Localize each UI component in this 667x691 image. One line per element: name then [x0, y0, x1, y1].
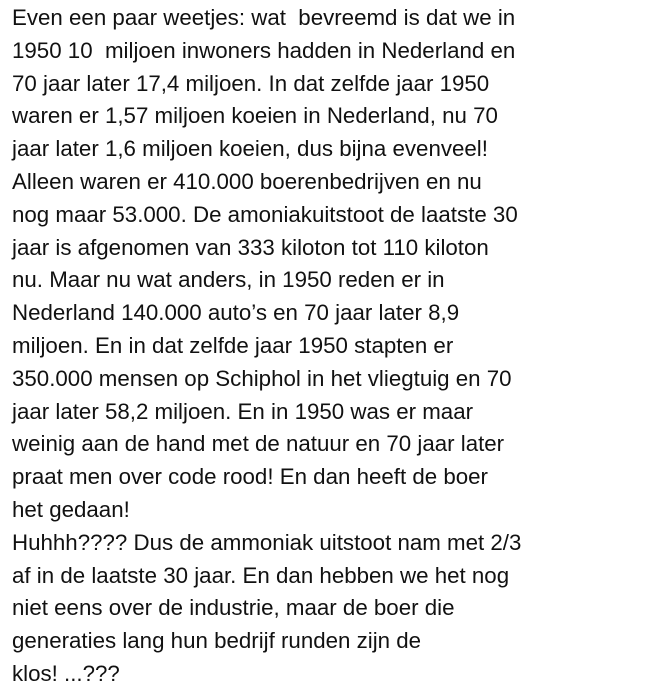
post-line: miljoen. En in dat zelfde jaar 1950 stapten er — [12, 332, 454, 358]
post-line: Even een paar weetjes: wat bevreemd is dat we in — [12, 5, 516, 30]
post-line: jaar later 1,6 miljoen koeien, dus bijna evenveel! — [12, 136, 488, 162]
post-line: weinig aan de hand met de natuur en 70 jaar later — [12, 431, 505, 457]
post-line: praat men over code rood! En dan heeft de boer — [12, 464, 488, 490]
post-line: Nederland 140.000 auto’s en 70 jaar later 8,9 — [12, 300, 460, 326]
post-line: klos! ...??? — [12, 660, 120, 686]
post-line: af in de laatste 30 jaar. En dan hebben we het nog — [12, 562, 510, 588]
post-line: nog maar 53.000. De amoniakuitstoot de laatste 30 — [12, 201, 518, 227]
post-line: generaties lang hun bedrijf runden zijn de — [12, 628, 422, 654]
post-line: jaar is afgenomen van 333 kiloton tot 110 kiloton — [12, 234, 489, 260]
post-line: Huhhh???? Dus de ammoniak uitstoot nam met 2/3 — [12, 529, 522, 555]
post-line: niet eens over de industrie, maar de boer die — [12, 595, 455, 621]
post-line: het gedaan! — [12, 496, 130, 522]
post-line: 350.000 mensen op Schiphol in het vliegtuig en 70 — [12, 365, 512, 391]
post-line: waren er 1,57 miljoen koeien in Nederland, nu 70 — [12, 103, 498, 129]
post-line: 1950 10 miljoen inwoners hadden in Nederland en — [12, 37, 516, 63]
post-line: jaar later 58,2 miljoen. En in 1950 was er maar — [12, 398, 474, 424]
post-line: 70 jaar later 17,4 miljoen. In dat zelfde jaar 1950 — [12, 70, 490, 96]
post-line: nu. Maar nu wat anders, in 1950 reden er in — [12, 267, 445, 293]
post-line: Alleen waren er 410.000 boerenbedrijven en nu — [12, 168, 482, 194]
post-text — [12, 2, 662, 691]
